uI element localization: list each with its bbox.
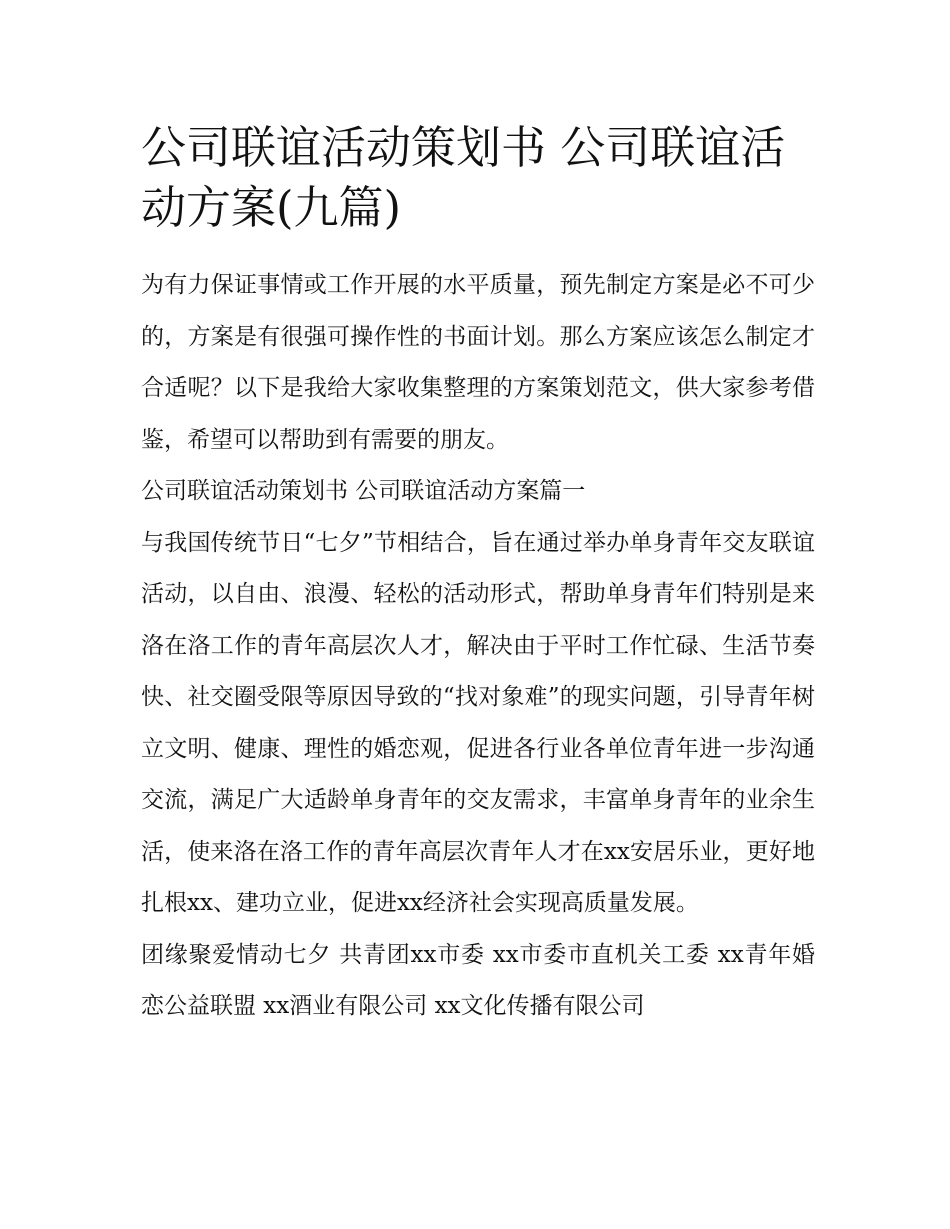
intro-paragraph: 为有力保证事情或工作开展的水平质量，预先制定方案是必不可少的，方案是有很强可操作性的书面计划。那么方案应该怎么制定才合适呢？以下是我给大家收集整理的方案策划范文，供大家参考借鉴，希望可以帮助到有需要的朋友。 xyxy=(141,272,815,453)
document-content xyxy=(141,118,815,1033)
document-title: 公司联谊活动策划书 公司联谊活动方案(九篇) xyxy=(141,121,786,234)
organizers-paragraph: 团缘聚爱情动七夕 共青团xx市委 xx市委市直机关工委 xx青年婚恋公益联盟 xx酒业有限公司 xx文化传播有限公司 xyxy=(141,941,815,1019)
body-paragraph: 与我国传统节日“七夕”节相结合，旨在通过举办单身青年交友联谊活动，以自由、浪漫、轻松的活动形式，帮助单身青年们特别是来洛在洛工作的青年高层次人才，解决由于平时工作忙碌、生活节奏快、社交圈受限等原因导致的“找对象难”的现实问题，引导青年树立文明、健康、理性的婚恋观，促进各行业各单位青年进一步沟通交流，满足广大适龄单身青年的交友需求，丰富单身青年的业余生活，使来洛在洛工作的青年高层次青年人才在xx安居乐业，更好地扎根xx、建功立业，促进xx经济社会实现高质量发展。 xyxy=(141,529,815,916)
section-heading: 公司联谊活动策划书 公司联谊活动方案篇一 xyxy=(141,478,586,504)
